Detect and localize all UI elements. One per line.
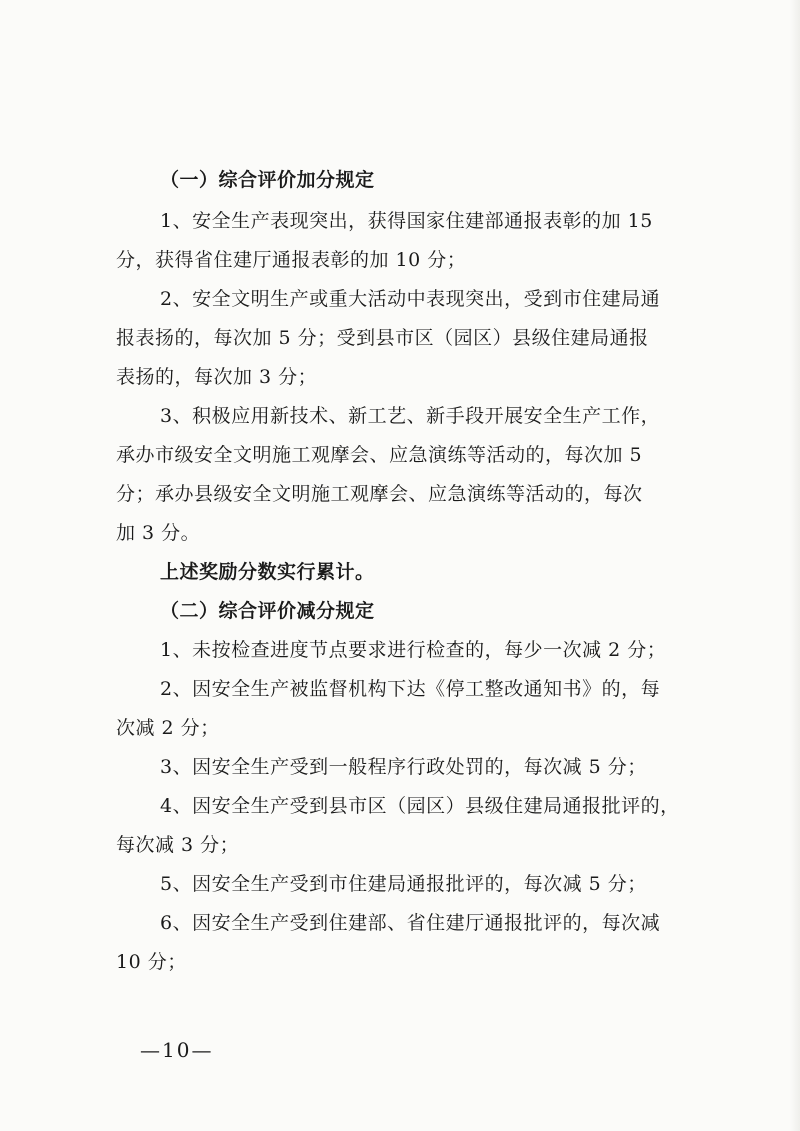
- s2-item2-line2: 次减 2 分；: [116, 717, 220, 739]
- scan-edge-shadow: [790, 0, 800, 1131]
- s2-item6-line2: 10 分；: [116, 951, 187, 973]
- s2-item2-line1: 2、因安全生产被监督机构下达《停工整改通知书》的，每: [160, 678, 661, 700]
- s2-item4-line2: 每次减 3 分；: [116, 834, 240, 856]
- s1-item1-line1: 1、安全生产表现突出，获得国家住建部通报表彰的加 15: [160, 210, 653, 232]
- s1-item2-line3: 表扬的，每次加 3 分；: [116, 366, 318, 388]
- s1-item3-line1: 3、积极应用新技术、新工艺、新手段开展安全生产工作，: [160, 405, 661, 427]
- s1-item3-line2: 承办市级安全文明施工观摩会、应急演练等活动的，每次加 5: [116, 444, 643, 466]
- s1-item3-line3: 分；承办县级安全文明施工观摩会、应急演练等活动的，每次: [116, 483, 643, 505]
- s2-item1-line1: 1、未按检查进度节点要求进行检查的，每少一次减 2 分；: [160, 639, 667, 661]
- section2-heading: （二）综合评价减分规定: [160, 600, 375, 622]
- page-number: —10—: [140, 1038, 214, 1062]
- s1-item2-line1: 2、安全文明生产或重大活动中表现突出，受到市住建局通: [160, 288, 661, 310]
- s1-summary: 上述奖励分数实行累计。: [160, 561, 375, 583]
- s1-item3-line4: 加 3 分。: [116, 522, 201, 544]
- s1-item1-line2: 分，获得省住建厅通报表彰的加 10 分；: [116, 249, 467, 271]
- s1-item2-line2: 报表扬的，每次加 5 分；受到县市区（园区）县级住建局通报: [116, 327, 649, 349]
- section1-heading: （一）综合评价加分规定: [160, 169, 375, 191]
- s2-item4-line1: 4、因安全生产受到县市区（园区）县级住建局通报批评的，: [160, 795, 680, 817]
- s2-item6-line1: 6、因安全生产受到住建部、省住建厅通报批评的，每次减: [160, 912, 661, 934]
- s2-item3-line1: 3、因安全生产受到一般程序行政处罚的，每次减 5 分；: [160, 756, 647, 778]
- s2-item5-line1: 5、因安全生产受到市住建局通报批评的，每次减 5 分；: [160, 873, 647, 895]
